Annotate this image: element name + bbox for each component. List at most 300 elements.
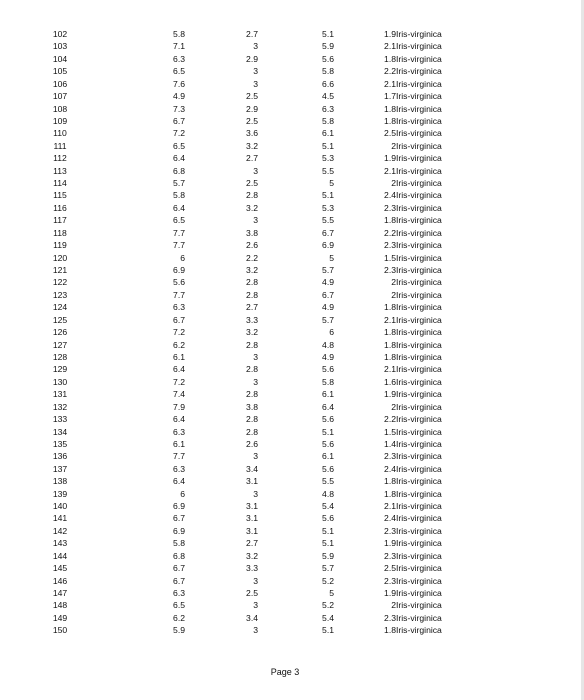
cell-petal-width: 1.8 [384,103,396,114]
cell-petal-length: 5.2 [322,575,334,586]
cell-sepal-width: 3 [253,376,258,387]
cell-petal-width: 1.9 [384,153,396,164]
cell-petal-width: 1.8 [384,215,396,226]
cell-sepal-length: 6.1 [173,351,185,362]
table-row [40,512,516,524]
cell-petal-width: 1.8 [384,351,396,362]
cell-row-id: 131 [52,389,68,400]
cell-sepal-length: 6.5 [173,140,185,151]
cell-sepal-width: 2.8 [246,289,258,300]
cell-sepal-width: 2.8 [246,389,258,400]
cell-sepal-width: 2.7 [246,302,258,313]
cell-petal-width: 1.8 [384,488,396,499]
cell-petal-width: 2.4 [384,513,396,524]
cell-sepal-length: 6.9 [173,265,185,276]
cell-petal-length: 5.2 [322,600,334,611]
cell-row-id: 121 [52,265,68,276]
cell-sepal-width: 2.8 [246,364,258,375]
cell-sepal-width: 3 [253,600,258,611]
cell-species: Iris-virginica [396,600,442,611]
cell-petal-length: 6.7 [322,289,334,300]
cell-petal-length: 6 [329,327,334,338]
cell-sepal-length: 7.2 [173,327,185,338]
table-row [40,587,516,599]
cell-species: Iris-virginica [396,501,442,512]
cell-petal-length: 5 [329,178,334,189]
table-row [40,463,516,475]
cell-sepal-length: 7.7 [173,240,185,251]
cell-sepal-width: 2.9 [246,103,258,114]
cell-species: Iris-virginica [396,165,442,176]
cell-sepal-length: 6.4 [173,364,185,375]
table-row [40,65,516,77]
cell-petal-width: 2.2 [384,227,396,238]
cell-sepal-width: 2.8 [246,190,258,201]
cell-sepal-length: 5.8 [173,538,185,549]
cell-petal-width: 2.5 [384,563,396,574]
table-row [40,189,516,201]
cell-row-id: 110 [53,128,67,139]
table-row [40,264,516,276]
cell-species: Iris-virginica [396,128,442,139]
cell-row-id: 127 [52,339,68,350]
cell-petal-length: 5.6 [322,513,334,524]
cell-sepal-width: 3 [253,625,258,636]
cell-species: Iris-virginica [396,612,442,623]
cell-sepal-width: 3 [253,351,258,362]
iris-data-table [40,28,516,637]
cell-petal-length: 6.3 [322,103,334,114]
cell-species: Iris-virginica [396,252,442,263]
cell-petal-width: 1.8 [384,302,396,313]
cell-petal-length: 5.1 [322,29,334,39]
cell-sepal-width: 2.9 [246,53,258,64]
cell-petal-length: 5.1 [322,538,334,549]
cell-species: Iris-virginica [396,587,442,598]
cell-row-id: 142 [52,525,68,536]
cell-petal-width: 2.3 [384,575,396,586]
table-row [40,488,516,500]
cell-row-id: 145 [52,563,68,574]
table-row [40,575,516,587]
cell-petal-length: 5.8 [322,376,334,387]
cell-sepal-length: 7.2 [173,376,185,387]
cell-species: Iris-virginica [396,513,442,524]
cell-species: Iris-virginica [396,401,442,412]
cell-row-id: 105 [52,66,68,77]
table-row [40,562,516,574]
cell-sepal-length: 5.6 [173,277,185,288]
table-row [40,500,516,512]
cell-species: Iris-virginica [396,426,442,437]
cell-sepal-length: 6.5 [173,600,185,611]
cell-petal-length: 5.5 [322,215,334,226]
cell-species: Iris-virginica [396,227,442,238]
cell-sepal-width: 3.1 [246,476,258,487]
cell-row-id: 130 [52,376,68,387]
cell-petal-length: 6.9 [322,240,334,251]
cell-petal-length: 4.9 [322,302,334,313]
cell-petal-width: 2 [391,600,396,611]
table-row [40,314,516,326]
cell-petal-length: 5.8 [322,115,334,126]
cell-species: Iris-virginica [396,550,442,561]
cell-sepal-width: 2.5 [246,91,258,102]
cell-row-id: 118 [53,227,67,238]
cell-row-id: 108 [52,103,68,114]
cell-petal-width: 2.3 [384,612,396,623]
cell-petal-length: 6.1 [322,128,334,139]
table-row [40,152,516,164]
table-row [40,413,516,425]
cell-row-id: 125 [52,314,68,325]
cell-species: Iris-virginica [396,29,442,39]
cell-petal-length: 5.9 [322,550,334,561]
table-row [40,90,516,102]
cell-petal-width: 2.1 [384,501,396,512]
cell-petal-length: 6.4 [322,401,334,412]
cell-sepal-length: 7.7 [173,451,185,462]
cell-row-id: 132 [52,401,68,412]
cell-row-id: 143 [52,538,68,549]
cell-petal-width: 1.9 [384,538,396,549]
cell-row-id: 117 [53,215,67,226]
cell-petal-width: 1.8 [384,53,396,64]
cell-petal-length: 6.1 [322,389,334,400]
cell-petal-width: 2.1 [384,364,396,375]
cell-row-id: 102 [52,29,68,39]
cell-species: Iris-virginica [396,451,442,462]
table-row [40,103,516,115]
cell-petal-length: 5.7 [322,314,334,325]
cell-row-id: 140 [52,501,68,512]
cell-species: Iris-virginica [396,277,442,288]
cell-petal-width: 1.5 [384,252,396,263]
cell-sepal-length: 7.9 [173,401,185,412]
cell-petal-length: 5.6 [322,364,334,375]
cell-sepal-length: 7.1 [173,41,185,52]
table-row [40,252,516,264]
table-row [40,376,516,388]
cell-species: Iris-virginica [396,525,442,536]
cell-sepal-length: 6.8 [173,165,185,176]
cell-sepal-width: 3 [253,215,258,226]
cell-petal-length: 5.3 [322,202,334,213]
cell-row-id: 122 [52,277,68,288]
cell-sepal-length: 6.9 [173,525,185,536]
cell-row-id: 104 [52,53,68,64]
cell-sepal-width: 2.6 [246,240,258,251]
cell-sepal-length: 6.8 [173,550,185,561]
cell-species: Iris-virginica [396,115,442,126]
cell-petal-length: 4.8 [322,488,334,499]
cell-row-id: 113 [53,165,67,176]
cell-species: Iris-virginica [396,488,442,499]
cell-petal-length: 5.1 [322,426,334,437]
cell-species: Iris-virginica [396,178,442,189]
cell-petal-length: 5.1 [322,525,334,536]
cell-petal-width: 2 [391,401,396,412]
cell-row-id: 137 [52,463,68,474]
cell-sepal-width: 3.6 [246,128,258,139]
cell-sepal-width: 3.8 [246,401,258,412]
table-row [40,624,516,636]
cell-species: Iris-virginica [396,66,442,77]
cell-sepal-width: 3.2 [246,327,258,338]
cell-row-id: 109 [52,115,68,126]
cell-petal-length: 5.6 [322,463,334,474]
cell-petal-width: 2.1 [384,165,396,176]
table-row [40,363,516,375]
table-row [40,276,516,288]
cell-sepal-width: 2.8 [246,339,258,350]
table-row [40,78,516,90]
cell-sepal-width: 2.7 [246,538,258,549]
cell-sepal-length: 5.7 [173,178,185,189]
cell-sepal-length: 6.3 [173,587,185,598]
cell-sepal-length: 6 [180,488,185,499]
cell-petal-width: 1.7 [384,91,396,102]
cell-petal-width: 1.5 [384,426,396,437]
table-row [40,115,516,127]
cell-petal-length: 5 [329,252,334,263]
cell-species: Iris-virginica [396,414,442,425]
cell-sepal-width: 3 [253,575,258,586]
cell-species: Iris-virginica [396,265,442,276]
table-row [40,426,516,438]
cell-species: Iris-virginica [396,302,442,313]
cell-row-id: 129 [52,364,68,375]
cell-row-id: 106 [52,78,68,89]
cell-row-id: 134 [52,426,68,437]
cell-sepal-length: 7.4 [173,389,185,400]
cell-sepal-width: 3.2 [246,140,258,151]
cell-sepal-length: 7.2 [173,128,185,139]
cell-petal-width: 2 [391,289,396,300]
cell-sepal-width: 3 [253,78,258,89]
cell-sepal-length: 6.4 [173,153,185,164]
cell-sepal-width: 3.1 [246,501,258,512]
cell-petal-length: 5.6 [322,414,334,425]
cell-petal-length: 5.4 [322,612,334,623]
cell-species: Iris-virginica [396,78,442,89]
cell-petal-width: 2.4 [384,190,396,201]
cell-sepal-width: 3.2 [246,202,258,213]
cell-sepal-length: 6.5 [173,66,185,77]
cell-sepal-length: 6.5 [173,215,185,226]
cell-sepal-width: 2.7 [246,153,258,164]
cell-row-id: 128 [52,351,68,362]
table-row [40,351,516,363]
cell-sepal-width: 3 [253,451,258,462]
cell-species: Iris-virginica [396,153,442,164]
cell-petal-width: 1.6 [384,376,396,387]
table-row [40,339,516,351]
cell-sepal-length: 6.3 [173,302,185,313]
cell-sepal-width: 2.5 [246,115,258,126]
cell-sepal-width: 3.4 [246,463,258,474]
cell-sepal-width: 3.2 [246,265,258,276]
cell-row-id: 133 [52,414,68,425]
cell-petal-width: 1.8 [384,327,396,338]
table-row [40,537,516,549]
cell-petal-width: 2.3 [384,265,396,276]
cell-petal-width: 2.2 [384,66,396,77]
cell-row-id: 107 [52,91,68,102]
cell-petal-length: 5.7 [322,563,334,574]
cell-sepal-width: 3.3 [246,314,258,325]
table-row [40,289,516,301]
table-row [40,550,516,562]
table-row [40,127,516,139]
cell-species: Iris-virginica [396,376,442,387]
cell-sepal-length: 6.3 [173,53,185,64]
cell-petal-width: 2 [391,277,396,288]
cell-sepal-length: 7.7 [173,289,185,300]
cell-sepal-length: 6.7 [173,115,185,126]
cell-petal-length: 5.5 [322,165,334,176]
cell-petal-width: 1.9 [384,587,396,598]
cell-sepal-width: 3.3 [246,563,258,574]
cell-row-id: 123 [52,289,68,300]
cell-row-id: 124 [52,302,68,313]
table-row [40,612,516,624]
cell-petal-length: 5.7 [322,265,334,276]
cell-species: Iris-virginica [396,314,442,325]
cell-petal-width: 2.1 [384,314,396,325]
cell-species: Iris-virginica [396,438,442,449]
cell-petal-width: 2.3 [384,202,396,213]
cell-petal-width: 2.3 [384,451,396,462]
cell-species: Iris-virginica [396,364,442,375]
cell-sepal-width: 3.4 [246,612,258,623]
cell-petal-length: 5.1 [322,190,334,201]
cell-row-id: 147 [52,587,68,598]
table-row [40,525,516,537]
cell-row-id: 144 [52,550,68,561]
cell-sepal-length: 6.4 [173,202,185,213]
cell-sepal-length: 7.3 [173,103,185,114]
cell-petal-length: 4.9 [322,351,334,362]
cell-sepal-width: 3.1 [246,525,258,536]
cell-petal-width: 2 [391,140,396,151]
cell-row-id: 126 [52,327,68,338]
cell-sepal-length: 6 [180,252,185,263]
cell-sepal-length: 6.2 [173,339,185,350]
cell-petal-width: 1.4 [384,438,396,449]
cell-petal-length: 5.8 [322,66,334,77]
table-row [40,214,516,226]
cell-sepal-length: 5.9 [173,625,185,636]
cell-petal-width: 1.8 [384,476,396,487]
cell-row-id: 115 [53,190,67,201]
cell-sepal-length: 6.7 [173,563,185,574]
cell-sepal-width: 3 [253,488,258,499]
cell-sepal-width: 2.5 [246,587,258,598]
table-row [40,227,516,239]
cell-sepal-width: 2.5 [246,178,258,189]
cell-petal-length: 6.1 [322,451,334,462]
cell-sepal-width: 2.8 [246,414,258,425]
cell-species: Iris-virginica [396,476,442,487]
cell-petal-width: 1.8 [384,115,396,126]
cell-petal-length: 5.6 [322,53,334,64]
cell-row-id: 136 [52,451,68,462]
cell-sepal-length: 6.7 [173,575,185,586]
table-row [40,599,516,611]
cell-species: Iris-virginica [396,351,442,362]
table-row [40,475,516,487]
cell-petal-length: 5.1 [322,140,334,151]
table-row [40,239,516,251]
cell-sepal-width: 3.8 [246,227,258,238]
cell-petal-width: 2.3 [384,550,396,561]
cell-petal-width: 2.5 [384,128,396,139]
table-row [40,165,516,177]
cell-petal-width: 1.9 [384,389,396,400]
cell-petal-length: 5.3 [322,153,334,164]
cell-row-id: 120 [52,252,68,263]
cell-petal-width: 2.4 [384,463,396,474]
cell-row-id: 138 [52,476,68,487]
cell-petal-width: 2.3 [384,525,396,536]
table-row [40,177,516,189]
cell-species: Iris-virginica [396,575,442,586]
cell-sepal-width: 3 [253,66,258,77]
cell-petal-length: 5.5 [322,476,334,487]
cell-sepal-width: 2.8 [246,426,258,437]
table-row [40,202,516,214]
cell-petal-width: 2.1 [384,78,396,89]
cell-row-id: 149 [52,612,68,623]
cell-row-id: 119 [53,240,67,251]
cell-species: Iris-virginica [396,339,442,350]
cell-petal-length: 5.6 [322,438,334,449]
cell-sepal-length: 5.8 [173,190,185,201]
cell-petal-length: 4.5 [322,91,334,102]
cell-petal-length: 4.9 [322,277,334,288]
cell-petal-width: 2.3 [384,240,396,251]
cell-sepal-width: 2.8 [246,277,258,288]
cell-species: Iris-virginica [396,563,442,574]
cell-species: Iris-virginica [396,140,442,151]
cell-sepal-width: 2.7 [246,29,258,39]
cell-sepal-length: 7.6 [173,78,185,89]
table-row [40,140,516,152]
cell-petal-width: 1.8 [384,339,396,350]
cell-sepal-width: 2.6 [246,438,258,449]
cell-sepal-length: 6.3 [173,426,185,437]
cell-sepal-width: 2.2 [246,252,258,263]
cell-row-id: 141 [52,513,68,524]
cell-petal-length: 5.1 [322,625,334,636]
table-row [40,28,516,40]
cell-petal-width: 1.9 [384,29,396,39]
cell-sepal-width: 3 [253,165,258,176]
cell-sepal-length: 6.1 [173,438,185,449]
cell-species: Iris-virginica [396,53,442,64]
table-row [40,450,516,462]
table-row [40,40,516,52]
cell-row-id: 135 [52,438,68,449]
cell-sepal-length: 4.9 [173,91,185,102]
cell-sepal-length: 6.2 [173,612,185,623]
cell-petal-width: 2 [391,178,396,189]
cell-sepal-length: 7.7 [173,227,185,238]
cell-sepal-length: 6.4 [173,476,185,487]
cell-petal-length: 5 [329,587,334,598]
cell-species: Iris-virginica [396,327,442,338]
